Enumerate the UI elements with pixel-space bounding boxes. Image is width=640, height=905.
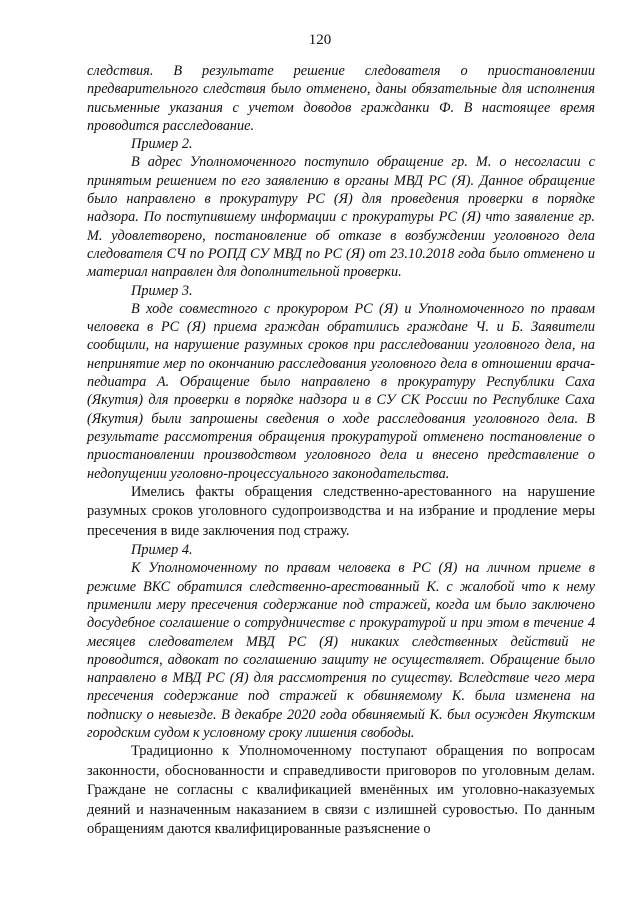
- example-2-text: В адрес Уполномоченного поступило обращение гр. М. о несогласии с принятым решением по его заявлению в органы МВД РС (Я). Данное обращение было направлено в прокуратуру РС (Я) для проведения проверки в порядке надзора. По поступившему информации с прокуратуры РС (Я) что заявление гр. М. удовлетворено, постановление об отказе в возбуждении уголовного дела следователя СЧ по РОПД СУ МВД по РС (Я) от 23.10.2018 года было отменено и материал направлен для дополнительной проверки.: [87, 154, 595, 281]
- example-4-heading: Пример 4.: [131, 542, 193, 559]
- document-body: [87, 62, 595, 839]
- example-3-heading: Пример 3.: [131, 282, 193, 299]
- page-number: 120: [308, 32, 332, 48]
- paragraph-facts: Имелись факты обращения следственно-арестованного на нарушение разумных сроков уголовного судопроизводства и на избрание и продление меры пресечения в виде заключения под стражу.: [87, 483, 595, 539]
- example-4-text: К Уполномоченному по правам человека в РС (Я) на личном приеме в режиме ВКС обратился следственно-арестованный К. с жалобой что к нему применили меру пресечения содержание под стражей, когда им было заключено досудебное соглашение о сотрудничестве с прокуратурой и при этом в течение 4 месяцев следователем МВД РС (Я) никаких следственных действий не проводится, адвокат по соглашению защиту не осуществляет. Обращение было направлено в МВД РС (Я) для рассмотрения по существу. Вследствие чего мера пресечения содержание под стражей к обвиняемому К. была изменена на подписку о невыезде. В декабре 2020 года обвиняемый К. был осужден Якутским городским судом к условному сроку лишения свободы.: [87, 560, 595, 742]
- paragraph-traditional: Традиционно к Уполномоченному поступают обращения по вопросам законности, обоснованности и справедливости приговоров по уголовным делам. Граждане не согласны с квалификацией вменённых им уголовно-наказуемых деяний и назначенным наказанием в связи с излишней суровостью. По данным обращениям даются квалифицированные разъяснение о: [87, 743, 595, 837]
- paragraph-continuation: следствия. В результате решение следователя о приостановлении предварительного следствия было отменено, даны обязательные для исполнения письменные указания с учетом доводов гражданки Ф. В настоящее время проводится расследование.: [87, 63, 595, 134]
- example-2-heading: Пример 2.: [131, 136, 193, 153]
- example-3-text: В ходе совместного с прокурором РС (Я) и Уполномоченного по правам человека в РС (Я) приема граждан обратились граждане Ч. и Б. Заявители сообщили, на нарушение разумных сроков при расследовании уголовного дела, на непринятие мер по окончанию расследования уголовного дела в отношении врача-педиатра А. Обращение было направлено в прокуратуру Республики Саха (Якутия) для проверки в порядке надзора и в СУ СК России по Республике Саха (Якутия) были запрошены сведения о ходе расследования уголовного дела. В результате рассмотрения обращения прокуратурой отменено постановление о приостановлении производством уголовного дела и внесено представление о недопущении уголовно-процессуального законодательства.: [87, 300, 595, 482]
